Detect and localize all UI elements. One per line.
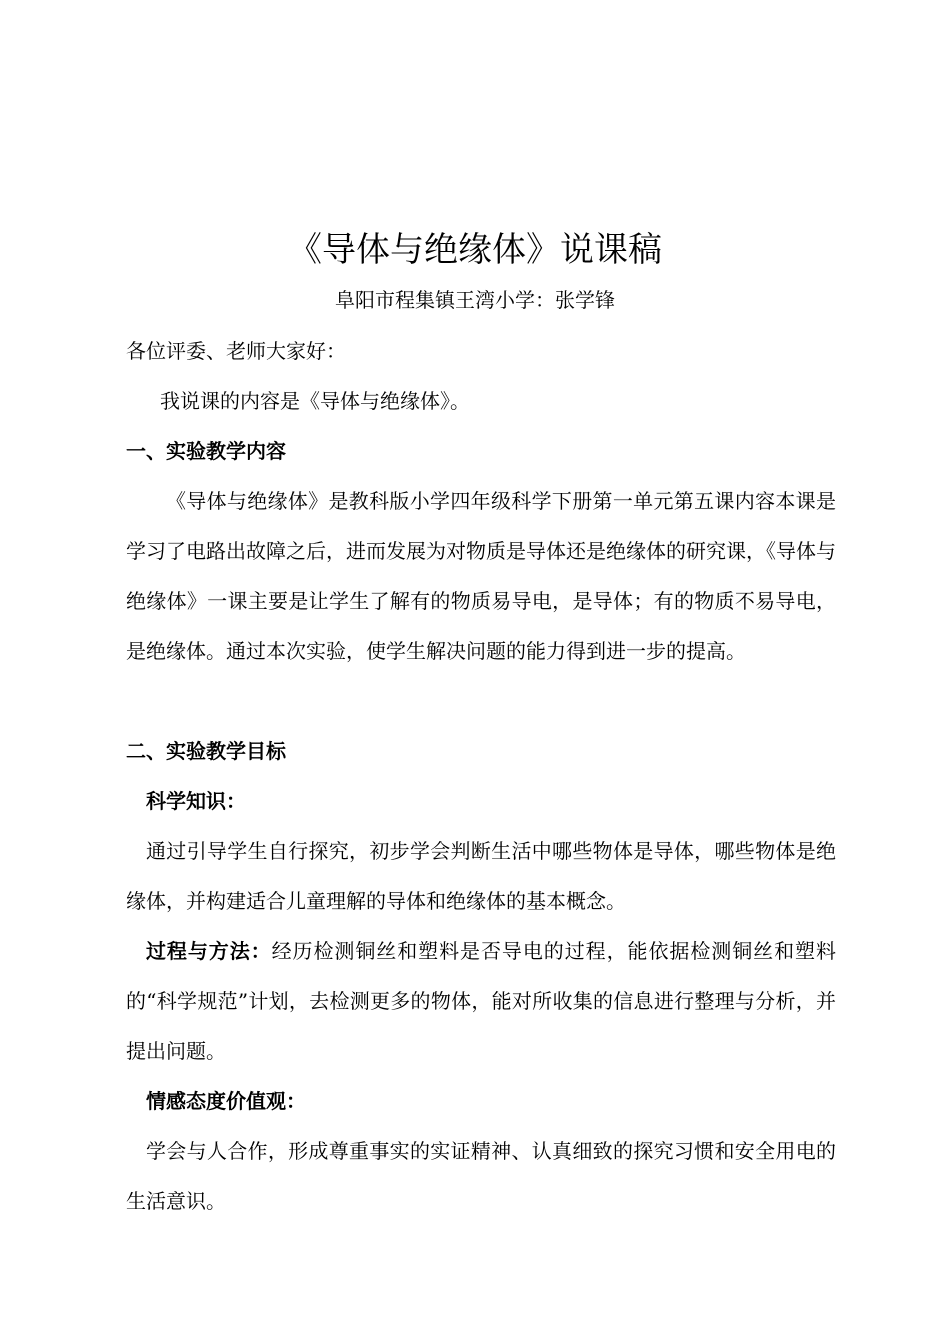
- document-author: 阜阳市程集镇王湾小学：张学锋: [335, 288, 615, 312]
- process-text: 经历检测铜丝和塑料是否导电的过程，能依据检测铜丝和塑料的“科学规范”计划，去检测更多的物体，能对所收集的信息进行整理与分析，并提出问题。: [126, 939, 836, 1063]
- process-label: 过程与方法：: [146, 939, 272, 963]
- process-paragraph: [126, 926, 836, 1076]
- section-1-heading: 一、实验教学内容: [126, 439, 286, 463]
- document-title: 《导体与绝缘体》说课稿: [288, 230, 662, 270]
- attitude-label: 情感态度价值观：: [146, 1089, 306, 1113]
- knowledge-paragraph: 通过引导学生自行探究，初步学会判断生活中哪些物体是导体，哪些物体是绝缘体，并构建适合儿童理解的导体和绝缘体的基本概念。: [126, 839, 836, 913]
- greeting: 各位评委、老师大家好：: [126, 339, 346, 363]
- attitude-paragraph: 学会与人合作，形成尊重事实的实证精神、认真细致的探究习惯和安全用电的生活意识。: [126, 1139, 836, 1213]
- knowledge-label: 科学知识：: [146, 789, 246, 813]
- section-1-paragraph: 《导体与绝缘体》是教科版小学四年级科学下册第一单元第五课内容本课是学习了电路出故障之后，进而发展为对物质是导体还是绝缘体的研究课，《导体与绝缘体》一课主要是让学生了解有的物质易导电，是导体；有的物质不易导电，是绝缘体。通过本次实验，使学生解决问题的能力得到进一步的提高。: [126, 489, 836, 663]
- intro-paragraph: 我说课的内容是《导体与绝缘体》。: [160, 389, 470, 413]
- section-2-heading: 二、实验教学目标: [126, 739, 286, 763]
